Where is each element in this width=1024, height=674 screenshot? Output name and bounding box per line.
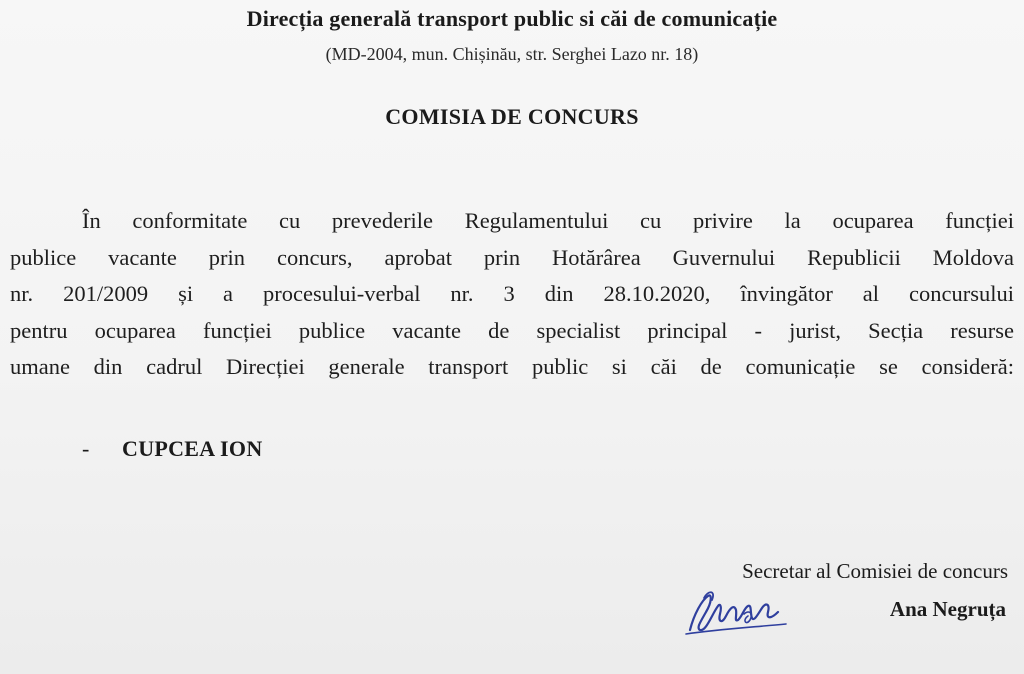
paragraph-line-3: nr. 201/2009 și a procesului-verbal nr. 3 din 28.10.2020, învingător al concursului: [10, 281, 1014, 306]
institution-address: (MD-2004, mun. Chișinău, str. Serghei Lazo nr. 18): [325, 44, 699, 64]
secretary-name: Ana Negruța: [889, 597, 1006, 621]
paragraph-line-5: umane din cadrul Direcției generale transport public si căi de comunicație se consideră:: [10, 354, 1014, 379]
institution-name: Direcția generală transport public si căi de comunicație: [246, 6, 778, 31]
handwritten-signature: [682, 584, 792, 644]
winner-name: CUPCEA ION: [122, 436, 263, 461]
announcement-paragraph: [10, 203, 1014, 386]
secretary-title: Secretar al Comisiei de concurs: [742, 559, 1008, 583]
paragraph-line-4: pentru ocuparea funcției publice vacante de specialist principal - jurist, Secția resurse: [10, 317, 1014, 343]
list-bullet: -: [82, 436, 90, 461]
paragraph-line-2: publice vacante prin concurs, aprobat prin Hotărârea Guvernului Republicii Moldova: [10, 244, 1014, 270]
paragraph-line-1: În conformitate cu prevederile Regulamentului cu privire la ocuparea funcției: [82, 208, 1014, 233]
document-heading: COMISIA DE CONCURS: [385, 104, 639, 129]
winner-entry: [82, 436, 263, 462]
